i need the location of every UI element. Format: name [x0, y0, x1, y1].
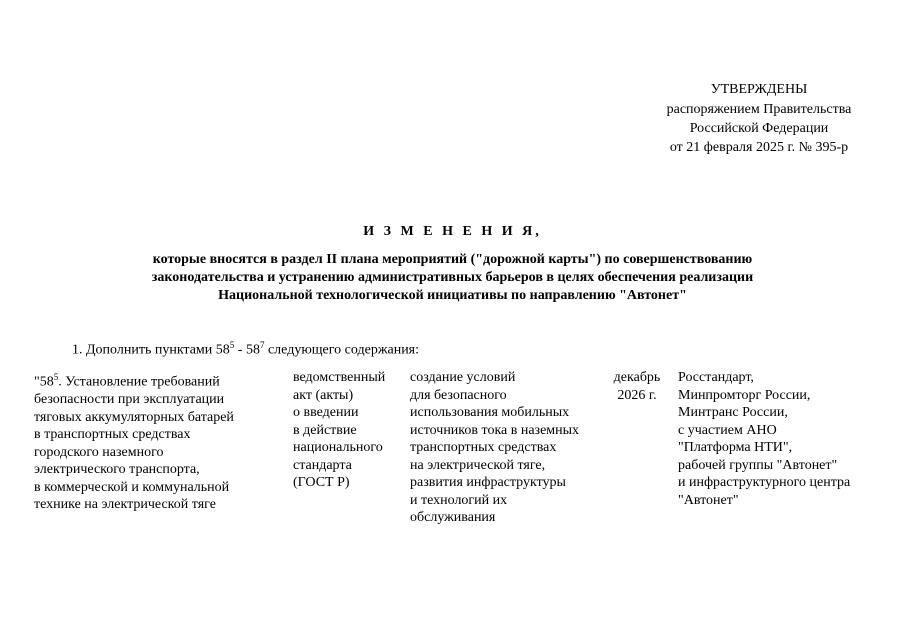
approval-line: распоряжением Правительства — [666, 102, 852, 117]
item-line: безопасности при эксплуатации — [34, 392, 225, 408]
document-title: И З М Е Н Е Н И Я, — [363, 224, 542, 239]
document-type-line: акт (акты) — [293, 387, 354, 403]
approval-block — [600, 80, 905, 157]
document-type-line: стандарта — [293, 457, 352, 473]
approval-line: от 21 февраля 2025 г. № 395-р — [669, 140, 849, 155]
result-line: развития инфраструктуры — [410, 475, 566, 490]
intro-paragraph — [72, 340, 419, 359]
intro-text-before: 1. Дополнить пунктами 58 — [72, 342, 230, 358]
document-type-line: (ГОСТ Р) — [293, 475, 350, 490]
result-line: источников тока в наземных — [410, 422, 580, 438]
result-column — [410, 369, 579, 527]
document-type-line: о введении — [293, 405, 359, 420]
result-line: транспортных средствах — [410, 440, 557, 455]
approval-line: Российской Федерации — [689, 121, 829, 136]
item-first-line — [34, 369, 234, 391]
document-type-line: ведомственный — [293, 370, 386, 385]
result-line: на электрической тяге, — [410, 457, 546, 473]
responsible-line: Минпромторг России, — [678, 387, 811, 403]
responsible-line: и инфраструктурного центра — [678, 475, 851, 490]
document-type-line: национального — [293, 440, 383, 455]
subtitle-line: Национальной технологической инициативы по направлению "Автонет" — [218, 288, 687, 303]
intro-text-after: следующего содержания: — [264, 342, 420, 358]
item-first-line-rest: . Установление требований — [58, 374, 220, 390]
result-line: и технологий их — [410, 492, 508, 508]
item-line: технике на электрической тяге — [34, 497, 216, 513]
subtitle-line: законодательства и устранению административных барьеров в целях обеспечения реализации — [151, 270, 754, 285]
item-line: городского наземного — [34, 444, 164, 460]
result-line: создание условий — [410, 370, 516, 385]
item-line: электрического транспорта, — [34, 462, 200, 478]
responsible-line: "Платформа НТИ", — [678, 440, 793, 455]
item-column — [34, 369, 234, 514]
item-superscript: 5 — [53, 372, 59, 382]
intro-text-middle: - 58 — [234, 342, 260, 358]
responsible-line: Росстандарт, — [678, 370, 754, 385]
responsible-column — [678, 369, 850, 509]
result-line: использования мобильных — [410, 405, 570, 420]
responsible-line: Минтранс России, — [678, 405, 788, 420]
item-line: в транспортных средствах — [34, 427, 191, 443]
item-prefix: "58 — [34, 374, 54, 390]
result-line: для безопасного — [410, 387, 507, 403]
deadline-line: 2026 г. — [617, 387, 657, 403]
intro-superscript: 7 — [259, 340, 265, 350]
deadline-column — [606, 369, 668, 404]
item-line: в коммерческой и коммунальной — [34, 479, 230, 495]
approval-heading: УТВЕРЖДЕНЫ — [710, 82, 808, 97]
deadline-line: декабрь — [613, 370, 661, 385]
responsible-line: с участием АНО — [678, 422, 777, 438]
result-line: обслуживания — [410, 510, 496, 525]
subtitle-line: которые вносятся в раздел II плана мероприятий ("дорожной карты") по совершенствованию — [152, 252, 753, 267]
document-type-column — [293, 369, 385, 492]
item-line: тяговых аккумуляторных батарей — [34, 409, 234, 425]
document-subtitle — [0, 251, 905, 305]
intro-superscript: 5 — [229, 340, 235, 350]
responsible-line: "Автонет" — [678, 492, 739, 508]
document-type-line: в действие — [293, 422, 357, 438]
responsible-line: рабочей группы "Автонет" — [678, 457, 838, 473]
